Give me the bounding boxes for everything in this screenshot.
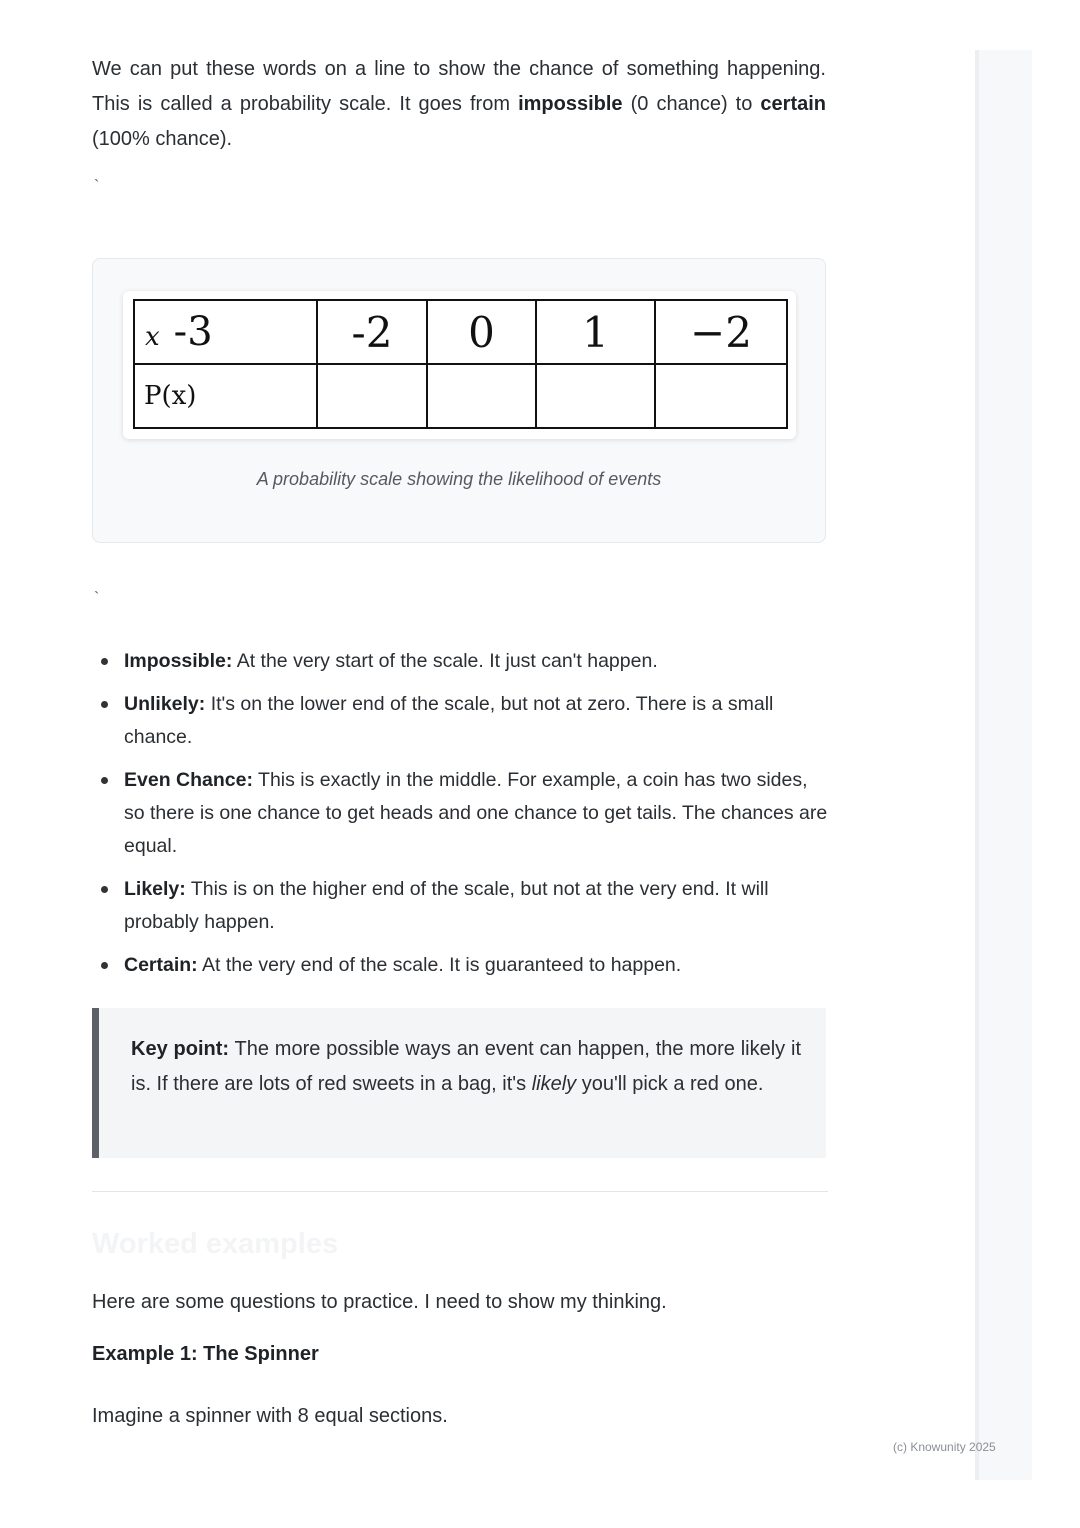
stray-tick-mark: ` [94, 590, 100, 607]
table-cell-empty [427, 364, 536, 428]
table-cell-x-value: 0 [427, 300, 536, 364]
table-cell-x-value: 1 [536, 300, 655, 364]
practice-paragraph: Here are some questions to practice. I need to show my thinking. [92, 1291, 667, 1313]
definition-text: At the very end of the scale. It is guaranteed to happen. [197, 954, 682, 976]
definition-list [92, 645, 828, 992]
right-sidebar-panel [975, 50, 1032, 1480]
worked-examples-heading: Worked examples [92, 1228, 339, 1260]
example-1-heading: Example 1: The Spinner [92, 1343, 319, 1365]
x-value-first: -3 [173, 309, 213, 355]
key-point-label: Key point: [131, 1038, 230, 1060]
stray-tick-mark: ` [94, 178, 100, 195]
list-item [92, 688, 828, 754]
key-point-body-end: you'll pick a red one. [576, 1073, 764, 1095]
probability-table [133, 299, 788, 429]
key-point-body: The more possible ways an event can happen, the more likely it is. If there are lots of red sweets in a bag, it's [131, 1038, 802, 1095]
table-cell-x-value: −2 [655, 300, 787, 364]
probability-figure [92, 258, 826, 543]
copyright-footer: (c) Knowunity 2025 [893, 1440, 996, 1454]
list-item [92, 764, 828, 863]
term-certain: Certain: [124, 954, 198, 976]
table-cell-x-value: -2 [317, 300, 427, 364]
definition-text: This is exactly in the middle. For example, a coin has two sides, so there is one chance to get heads and one chance to get tails. The chances are equal. [124, 769, 828, 857]
list-item [92, 949, 828, 982]
list-item [92, 645, 828, 678]
intro-text-end: (100% chance). [92, 128, 233, 150]
key-point-callout [92, 1008, 826, 1158]
table-header-x-cell [134, 300, 317, 364]
table-header-row [134, 300, 787, 364]
sidebar-edge [975, 50, 979, 1480]
term-impossible: Impossible: [124, 650, 233, 672]
intro-paragraph [92, 52, 826, 157]
intro-bold-impossible: impossible [518, 93, 623, 115]
intro-bold-certain: certain [760, 93, 827, 115]
figure-caption: A probability scale showing the likelihood of events [256, 469, 662, 489]
definition-text: It's on the lower end of the scale, but not at zero. There is a small chance. [124, 693, 774, 748]
table-cell-empty [317, 364, 427, 428]
intro-text: We can put these words on a line to show the chance of something happening. This is called a probability scale. It goes from [92, 58, 826, 115]
list-item [92, 873, 828, 939]
table-cell-empty [536, 364, 655, 428]
term-even-chance: Even Chance: [124, 769, 253, 791]
table-card [123, 291, 796, 439]
table-probability-row [134, 364, 787, 428]
table-row-label-px: P(x) [134, 364, 317, 428]
variable-x: x [145, 322, 160, 352]
section-divider [92, 1191, 828, 1192]
intro-text-mid: (0 chance) to [622, 93, 761, 115]
term-likely: Likely: [124, 878, 186, 900]
example-1-text: Imagine a spinner with 8 equal sections. [92, 1405, 448, 1427]
term-unlikely: Unlikely: [124, 693, 206, 715]
definition-text: This is on the higher end of the scale, but not at the very end. It will probably happen. [124, 878, 769, 933]
key-point-emphasis: likely [531, 1073, 577, 1095]
definition-text: At the very start of the scale. It just can't happen. [232, 650, 658, 672]
table-cell-empty [655, 364, 787, 428]
key-point-text [131, 1032, 801, 1102]
